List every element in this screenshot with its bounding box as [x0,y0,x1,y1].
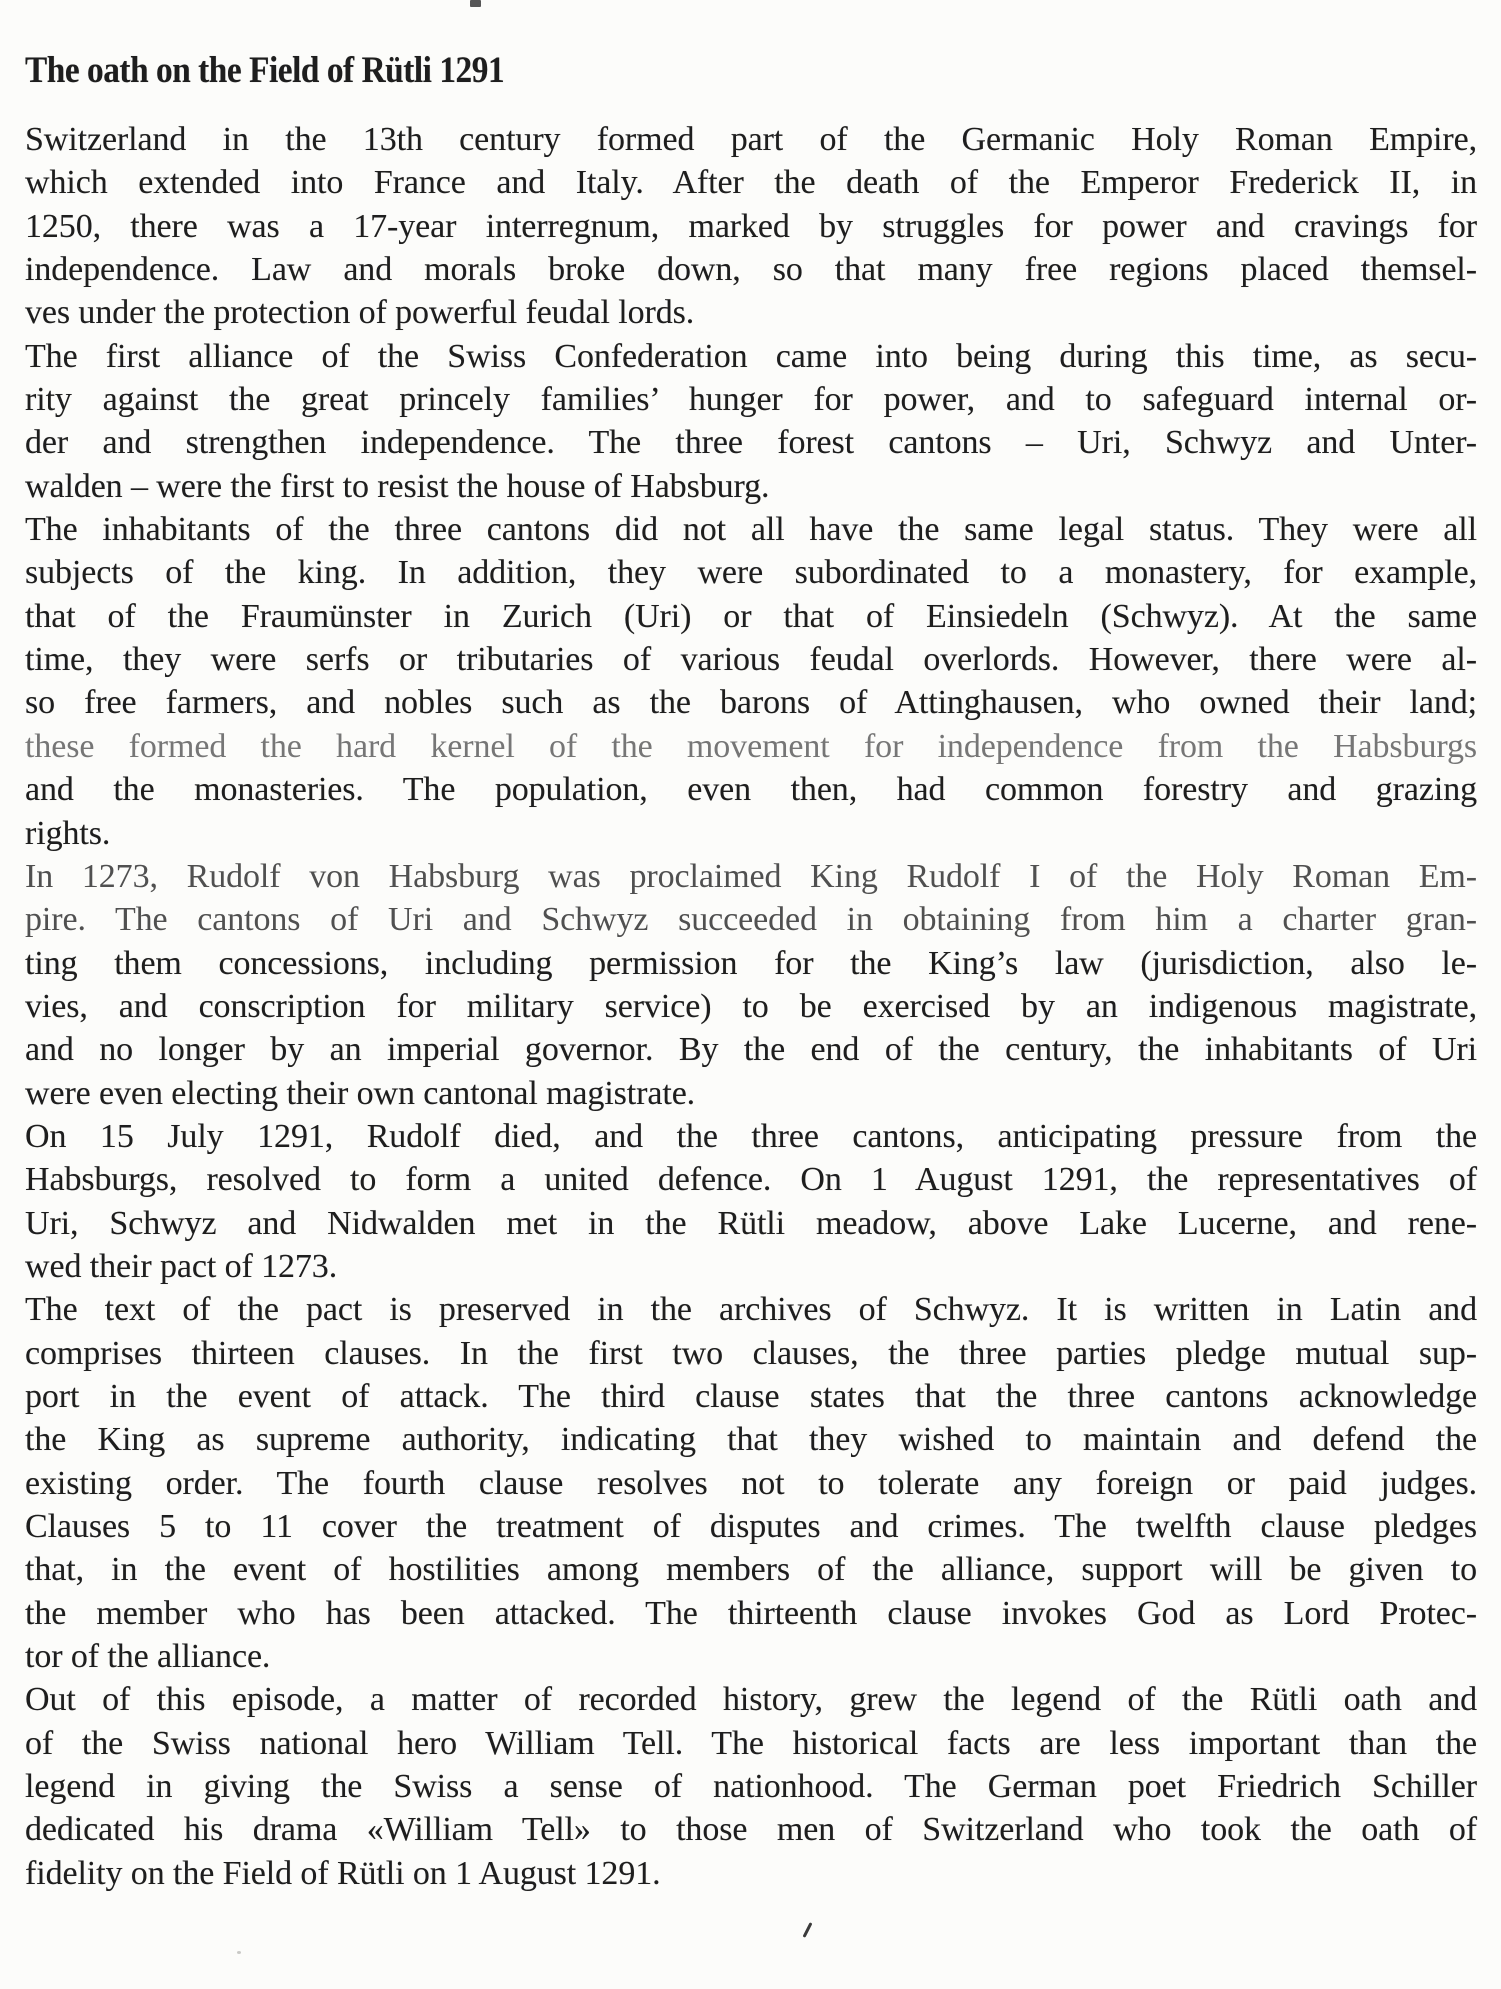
scan-artifact [803,1922,813,1938]
text-line: independence. Law and morals broke down, so that many free regions placed themsel- [25,251,1477,289]
text-line: existing order. The fourth clause resolves not to tolerate any foreign or paid judges. [25,1464,1477,1502]
paragraph [25,1288,1477,1678]
text-line: of the Swiss national hero William Tell. The historical facts are less important than the [25,1724,1477,1762]
text-line: time, they were serfs or tributaries of various feudal overlords. However, there were al- [25,641,1477,679]
text-line: On 15 July 1291, Rudolf died, and the three cantons, anticipating pressure from the [25,1117,1477,1155]
text-line: The text of the pact is preserved in the archives of Schwyz. It is written in Latin and [25,1291,1477,1329]
text-line: these formed the hard kernel of the movement for independence from the Habsburgs [25,727,1477,765]
text-line: rity against the great princely families’ hunger for power, and to safeguard internal or- [25,381,1477,419]
text-line: dedicated his drama «William Tell» to those men of Switzerland who took the oath of [25,1811,1477,1849]
text-line: so free farmers, and nobles such as the barons of Attinghausen, who owned their land; [25,684,1477,722]
paragraph [25,855,1477,1115]
text-line: ting them concessions, including permission for the King’s law (jurisdiction, also le- [25,944,1477,982]
text-line: comprises thirteen clauses. In the first two clauses, the three parties pledge mutual sup- [25,1334,1477,1372]
text-line: port in the event of attack. The third clause states that the three cantons acknowledge [25,1377,1477,1415]
paragraph [25,1115,1477,1288]
text-line: 1250, there was a 17-year interregnum, marked by struggles for power and cravings for [25,207,1477,245]
text-line: The first alliance of the Swiss Confederation came into being during this time, as secu- [25,337,1477,375]
article-body [25,118,1477,1895]
text-line: that of the Fraumünster in Zurich (Uri) or that of Einsiedeln (Schwyz). At the same [25,597,1477,635]
text-line: Uri, Schwyz and Nidwalden met in the Rütli meadow, above Lake Lucerne, and rene- [25,1204,1477,1242]
text-line: and no longer by an imperial governor. By the end of the century, the inhabitants of Uri [25,1031,1477,1069]
text-line: der and strengthen independence. The three forest cantons – Uri, Schwyz and Unter- [25,424,1477,462]
text-line: wed their pact of 1273. [25,1247,338,1285]
scan-artifact [470,0,481,7]
text-line: legend in giving the Swiss a sense of nationhood. The German poet Friedrich Schiller [25,1768,1477,1806]
text-line: Switzerland in the 13th century formed part of the Germanic Holy Roman Empire, [25,121,1477,158]
paragraph [25,335,1477,508]
text-line: Clauses 5 to 11 cover the treatment of disputes and crimes. The twelfth clause pledges [25,1508,1477,1545]
text-line: pire. The cantons of Uri and Schwyz succeeded in obtaining from him a charter gran- [25,901,1477,939]
text-line: subjects of the king. In addition, they were subordinated to a monastery, for example, [25,554,1477,592]
page-title: The oath on the Field of Rütli 1291 [25,50,505,91]
paragraph [25,1678,1477,1895]
text-line: In 1273, Rudolf von Habsburg was proclaimed King Rudolf I of the Holy Roman Em- [25,857,1477,895]
text-line: the King as supreme authority, indicating that they wished to maintain and defend the [25,1421,1477,1459]
text-line: which extended into France and Italy. After the death of the Emperor Frederick II, in [25,164,1477,202]
text-line: the member who has been attacked. The thirteenth clause invokes God as Lord Protec- [25,1594,1477,1632]
scan-artifact [237,1951,241,1954]
text-line: were even electing their own cantonal magistrate. [25,1074,696,1112]
text-line: Habsburgs, resolved to form a united defence. On 1 August 1291, the representatives of [25,1161,1477,1199]
text-line: that, in the event of hostilities among members of the alliance, support will be given to [25,1551,1477,1589]
paragraph [25,118,1477,335]
text-line: walden – were the first to resist the house of Habsburg. [25,467,770,505]
text-line: ves under the protection of powerful feudal lords. [25,294,695,332]
paragraph [25,508,1477,855]
text-line: vies, and conscription for military service) to be exercised by an indigenous magistrate, [25,987,1477,1025]
text-line: fidelity on the Field of Rütli on 1 August 1291. [25,1854,661,1892]
text-line: Out of this episode, a matter of recorded history, grew the legend of the Rütli oath and [25,1681,1477,1719]
text-line: The inhabitants of the three cantons did not all have the same legal status. They were all [25,511,1477,549]
text-line: and the monasteries. The population, even then, had common forestry and grazing [25,771,1477,809]
text-line: rights. [25,814,111,852]
text-line: tor of the alliance. [25,1638,271,1676]
